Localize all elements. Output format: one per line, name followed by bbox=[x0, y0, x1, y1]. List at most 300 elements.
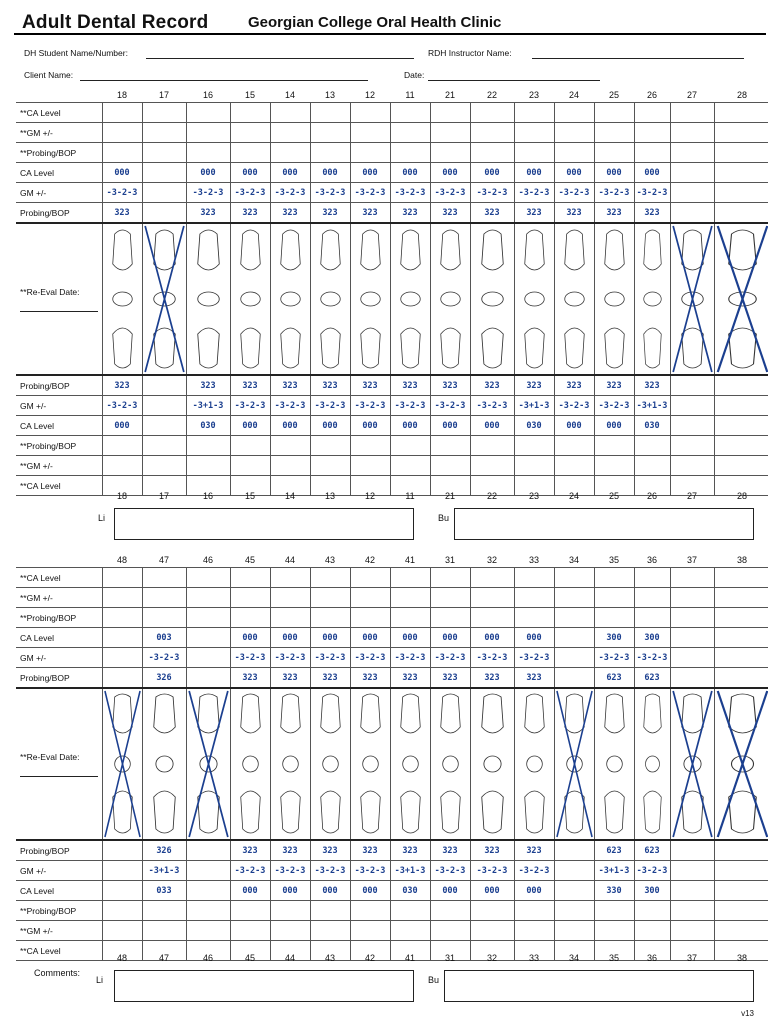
chart-cell[interactable] bbox=[270, 436, 310, 456]
chart-cell[interactable]: -3-2-3 bbox=[310, 396, 350, 416]
chart-cell[interactable]: -3-2-3 bbox=[350, 648, 390, 668]
chart-cell[interactable] bbox=[670, 648, 714, 668]
chart-cell[interactable]: 000 bbox=[514, 163, 554, 183]
chart-cell[interactable] bbox=[634, 568, 670, 588]
chart-cell[interactable]: 323 bbox=[634, 375, 670, 396]
chart-cell[interactable] bbox=[714, 921, 768, 941]
chart-cell[interactable] bbox=[142, 375, 186, 396]
chart-cell[interactable]: 000 bbox=[390, 628, 430, 648]
chart-cell[interactable] bbox=[230, 456, 270, 476]
chart-cell[interactable] bbox=[470, 608, 514, 628]
chart-cell[interactable] bbox=[270, 456, 310, 476]
chart-cell[interactable]: 030 bbox=[514, 416, 554, 436]
chart-cell[interactable] bbox=[142, 183, 186, 203]
chart-cell[interactable]: 323 bbox=[594, 203, 634, 224]
chart-cell[interactable]: 323 bbox=[554, 203, 594, 224]
chart-cell[interactable] bbox=[670, 416, 714, 436]
chart-cell[interactable] bbox=[554, 608, 594, 628]
lower-buccal-box[interactable] bbox=[444, 970, 754, 1002]
chart-cell[interactable]: 000 bbox=[594, 163, 634, 183]
chart-cell[interactable] bbox=[230, 901, 270, 921]
chart-cell[interactable]: 300 bbox=[634, 881, 670, 901]
chart-cell[interactable] bbox=[186, 103, 230, 123]
chart-cell[interactable] bbox=[350, 143, 390, 163]
chart-cell[interactable] bbox=[670, 456, 714, 476]
chart-cell[interactable]: 330 bbox=[594, 881, 634, 901]
chart-cell[interactable] bbox=[554, 103, 594, 123]
chart-cell[interactable] bbox=[142, 608, 186, 628]
chart-cell[interactable]: -3+1-3 bbox=[634, 396, 670, 416]
chart-cell[interactable]: 000 bbox=[554, 416, 594, 436]
chart-cell[interactable] bbox=[670, 103, 714, 123]
chart-cell[interactable] bbox=[390, 143, 430, 163]
chart-cell[interactable]: -3-2-3 bbox=[350, 183, 390, 203]
chart-cell[interactable] bbox=[714, 375, 768, 396]
chart-cell[interactable]: 000 bbox=[634, 163, 670, 183]
chart-cell[interactable]: -3-2-3 bbox=[470, 396, 514, 416]
chart-cell[interactable]: -3-2-3 bbox=[634, 861, 670, 881]
chart-cell[interactable]: 300 bbox=[634, 628, 670, 648]
chart-cell[interactable]: -3-2-3 bbox=[430, 648, 470, 668]
tooth-diagram[interactable] bbox=[594, 223, 634, 375]
chart-cell[interactable] bbox=[102, 881, 142, 901]
chart-cell[interactable]: 000 bbox=[270, 628, 310, 648]
chart-cell[interactable]: 323 bbox=[430, 375, 470, 396]
chart-cell[interactable] bbox=[390, 921, 430, 941]
chart-cell[interactable] bbox=[186, 881, 230, 901]
chart-cell[interactable]: 323 bbox=[390, 203, 430, 224]
chart-cell[interactable] bbox=[350, 103, 390, 123]
chart-cell[interactable] bbox=[470, 588, 514, 608]
chart-cell[interactable] bbox=[310, 123, 350, 143]
chart-cell[interactable] bbox=[714, 901, 768, 921]
chart-cell[interactable] bbox=[186, 921, 230, 941]
chart-cell[interactable] bbox=[350, 123, 390, 143]
chart-cell[interactable]: 323 bbox=[270, 840, 310, 861]
chart-cell[interactable]: -3-2-3 bbox=[270, 861, 310, 881]
chart-cell[interactable] bbox=[186, 588, 230, 608]
tooth-diagram[interactable] bbox=[230, 688, 270, 840]
chart-cell[interactable]: -3-2-3 bbox=[514, 183, 554, 203]
chart-cell[interactable]: -3+1-3 bbox=[142, 861, 186, 881]
chart-cell[interactable] bbox=[270, 921, 310, 941]
chart-cell[interactable] bbox=[714, 183, 768, 203]
chart-cell[interactable] bbox=[670, 143, 714, 163]
chart-cell[interactable] bbox=[230, 568, 270, 588]
tooth-diagram[interactable] bbox=[634, 223, 670, 375]
chart-cell[interactable]: 323 bbox=[430, 840, 470, 861]
chart-cell[interactable] bbox=[714, 203, 768, 224]
chart-cell[interactable] bbox=[390, 901, 430, 921]
chart-cell[interactable]: 323 bbox=[430, 668, 470, 689]
chart-cell[interactable] bbox=[102, 840, 142, 861]
lower-lingual-box[interactable] bbox=[114, 970, 414, 1002]
chart-cell[interactable] bbox=[430, 123, 470, 143]
tooth-diagram[interactable] bbox=[102, 223, 142, 375]
chart-cell[interactable] bbox=[514, 568, 554, 588]
chart-cell[interactable] bbox=[430, 608, 470, 628]
chart-cell[interactable] bbox=[350, 568, 390, 588]
chart-cell[interactable]: -3-2-3 bbox=[310, 183, 350, 203]
chart-cell[interactable] bbox=[270, 103, 310, 123]
chart-cell[interactable]: 323 bbox=[390, 375, 430, 396]
chart-cell[interactable]: 623 bbox=[634, 840, 670, 861]
tooth-diagram[interactable] bbox=[714, 223, 768, 375]
chart-cell[interactable]: -3+1-3 bbox=[390, 861, 430, 881]
chart-cell[interactable] bbox=[350, 608, 390, 628]
chart-cell[interactable] bbox=[270, 568, 310, 588]
chart-cell[interactable]: 000 bbox=[390, 416, 430, 436]
chart-cell[interactable]: -3+1-3 bbox=[186, 396, 230, 416]
chart-cell[interactable] bbox=[514, 921, 554, 941]
chart-cell[interactable] bbox=[310, 456, 350, 476]
chart-cell[interactable] bbox=[670, 881, 714, 901]
chart-cell[interactable] bbox=[102, 456, 142, 476]
chart-cell[interactable] bbox=[554, 668, 594, 689]
chart-cell[interactable]: 030 bbox=[186, 416, 230, 436]
chart-cell[interactable] bbox=[230, 103, 270, 123]
chart-cell[interactable] bbox=[102, 648, 142, 668]
tooth-diagram[interactable] bbox=[514, 688, 554, 840]
chart-cell[interactable]: 000 bbox=[270, 881, 310, 901]
chart-cell[interactable] bbox=[102, 668, 142, 689]
chart-cell[interactable] bbox=[230, 123, 270, 143]
chart-cell[interactable] bbox=[634, 608, 670, 628]
tooth-diagram[interactable] bbox=[634, 688, 670, 840]
chart-cell[interactable]: 000 bbox=[430, 416, 470, 436]
chart-cell[interactable] bbox=[670, 568, 714, 588]
upper-buccal-box[interactable] bbox=[454, 508, 754, 540]
chart-cell[interactable] bbox=[430, 588, 470, 608]
chart-cell[interactable]: 000 bbox=[390, 163, 430, 183]
chart-cell[interactable] bbox=[270, 608, 310, 628]
chart-cell[interactable] bbox=[714, 436, 768, 456]
chart-cell[interactable] bbox=[230, 143, 270, 163]
date-field[interactable] bbox=[428, 80, 600, 81]
chart-cell[interactable] bbox=[594, 901, 634, 921]
chart-cell[interactable] bbox=[470, 921, 514, 941]
chart-cell[interactable]: 623 bbox=[594, 840, 634, 861]
tooth-diagram[interactable] bbox=[470, 688, 514, 840]
chart-cell[interactable]: -3-2-3 bbox=[186, 183, 230, 203]
chart-cell[interactable] bbox=[470, 103, 514, 123]
chart-cell[interactable] bbox=[390, 123, 430, 143]
tooth-diagram[interactable] bbox=[270, 688, 310, 840]
chart-cell[interactable]: 323 bbox=[310, 375, 350, 396]
chart-cell[interactable]: 000 bbox=[310, 163, 350, 183]
chart-cell[interactable] bbox=[430, 456, 470, 476]
chart-cell[interactable]: 000 bbox=[514, 881, 554, 901]
tooth-diagram[interactable] bbox=[350, 223, 390, 375]
chart-cell[interactable] bbox=[670, 668, 714, 689]
chart-cell[interactable] bbox=[594, 568, 634, 588]
tooth-diagram[interactable] bbox=[142, 223, 186, 375]
chart-cell[interactable] bbox=[594, 588, 634, 608]
chart-cell[interactable] bbox=[554, 436, 594, 456]
chart-cell[interactable] bbox=[390, 103, 430, 123]
chart-cell[interactable] bbox=[634, 588, 670, 608]
chart-cell[interactable]: 000 bbox=[430, 881, 470, 901]
chart-cell[interactable]: -3-2-3 bbox=[142, 648, 186, 668]
chart-cell[interactable] bbox=[310, 921, 350, 941]
chart-cell[interactable]: 000 bbox=[554, 163, 594, 183]
chart-cell[interactable]: 323 bbox=[594, 375, 634, 396]
chart-cell[interactable]: 323 bbox=[310, 840, 350, 861]
chart-cell[interactable] bbox=[714, 881, 768, 901]
chart-cell[interactable] bbox=[554, 143, 594, 163]
chart-cell[interactable] bbox=[230, 608, 270, 628]
chart-cell[interactable]: 323 bbox=[514, 203, 554, 224]
chart-cell[interactable] bbox=[554, 123, 594, 143]
chart-cell[interactable] bbox=[554, 588, 594, 608]
tooth-diagram[interactable] bbox=[186, 223, 230, 375]
chart-cell[interactable] bbox=[554, 921, 594, 941]
chart-cell[interactable] bbox=[350, 901, 390, 921]
tooth-diagram[interactable] bbox=[310, 223, 350, 375]
chart-cell[interactable]: 323 bbox=[270, 375, 310, 396]
chart-cell[interactable]: 326 bbox=[142, 668, 186, 689]
chart-cell[interactable] bbox=[514, 608, 554, 628]
chart-cell[interactable]: 323 bbox=[102, 375, 142, 396]
chart-cell[interactable]: -3-2-3 bbox=[270, 396, 310, 416]
tooth-diagram[interactable] bbox=[470, 223, 514, 375]
chart-cell[interactable]: 300 bbox=[594, 628, 634, 648]
chart-cell[interactable]: 000 bbox=[230, 163, 270, 183]
chart-cell[interactable] bbox=[670, 588, 714, 608]
chart-cell[interactable] bbox=[634, 436, 670, 456]
chart-cell[interactable] bbox=[142, 143, 186, 163]
chart-cell[interactable]: 000 bbox=[430, 163, 470, 183]
chart-cell[interactable]: 000 bbox=[470, 881, 514, 901]
tooth-diagram[interactable] bbox=[714, 688, 768, 840]
chart-cell[interactable] bbox=[310, 901, 350, 921]
chart-cell[interactable] bbox=[350, 921, 390, 941]
tooth-diagram[interactable] bbox=[554, 688, 594, 840]
chart-cell[interactable] bbox=[142, 921, 186, 941]
chart-cell[interactable] bbox=[634, 921, 670, 941]
chart-cell[interactable] bbox=[430, 901, 470, 921]
chart-cell[interactable]: -3-2-3 bbox=[594, 648, 634, 668]
chart-cell[interactable]: 000 bbox=[470, 163, 514, 183]
chart-cell[interactable] bbox=[186, 861, 230, 881]
chart-cell[interactable] bbox=[670, 921, 714, 941]
chart-cell[interactable] bbox=[390, 456, 430, 476]
chart-cell[interactable]: 623 bbox=[594, 668, 634, 689]
chart-cell[interactable] bbox=[186, 456, 230, 476]
chart-cell[interactable]: 000 bbox=[470, 416, 514, 436]
chart-cell[interactable] bbox=[514, 123, 554, 143]
chart-cell[interactable] bbox=[390, 436, 430, 456]
chart-cell[interactable] bbox=[714, 123, 768, 143]
chart-cell[interactable] bbox=[714, 416, 768, 436]
chart-cell[interactable]: 000 bbox=[310, 628, 350, 648]
chart-cell[interactable] bbox=[186, 648, 230, 668]
chart-cell[interactable] bbox=[186, 840, 230, 861]
instructor-field[interactable] bbox=[532, 58, 744, 59]
chart-cell[interactable] bbox=[350, 588, 390, 608]
chart-cell[interactable]: 000 bbox=[102, 163, 142, 183]
chart-cell[interactable] bbox=[102, 436, 142, 456]
chart-cell[interactable]: 323 bbox=[470, 668, 514, 689]
chart-cell[interactable]: 323 bbox=[270, 668, 310, 689]
tooth-diagram[interactable] bbox=[430, 223, 470, 375]
chart-cell[interactable]: -3-2-3 bbox=[390, 396, 430, 416]
tooth-diagram[interactable] bbox=[670, 223, 714, 375]
chart-cell[interactable] bbox=[714, 840, 768, 861]
chart-cell[interactable] bbox=[594, 608, 634, 628]
chart-cell[interactable]: -3-2-3 bbox=[430, 396, 470, 416]
chart-cell[interactable] bbox=[430, 103, 470, 123]
chart-cell[interactable]: 323 bbox=[514, 840, 554, 861]
chart-cell[interactable] bbox=[670, 861, 714, 881]
tooth-diagram[interactable] bbox=[594, 688, 634, 840]
chart-cell[interactable] bbox=[714, 608, 768, 628]
chart-cell[interactable] bbox=[350, 436, 390, 456]
chart-cell[interactable] bbox=[102, 568, 142, 588]
chart-cell[interactable]: 000 bbox=[230, 416, 270, 436]
chart-cell[interactable] bbox=[714, 103, 768, 123]
chart-cell[interactable] bbox=[670, 375, 714, 396]
chart-cell[interactable] bbox=[102, 103, 142, 123]
chart-cell[interactable] bbox=[670, 163, 714, 183]
chart-cell[interactable]: 623 bbox=[634, 668, 670, 689]
chart-cell[interactable] bbox=[670, 396, 714, 416]
chart-cell[interactable] bbox=[634, 901, 670, 921]
chart-cell[interactable] bbox=[554, 881, 594, 901]
tooth-diagram[interactable] bbox=[142, 688, 186, 840]
chart-cell[interactable] bbox=[270, 123, 310, 143]
chart-cell[interactable]: 323 bbox=[514, 668, 554, 689]
chart-cell[interactable]: -3-2-3 bbox=[514, 861, 554, 881]
chart-cell[interactable]: -3-2-3 bbox=[470, 861, 514, 881]
chart-cell[interactable] bbox=[514, 901, 554, 921]
chart-cell[interactable] bbox=[594, 456, 634, 476]
chart-cell[interactable] bbox=[102, 608, 142, 628]
chart-cell[interactable] bbox=[670, 628, 714, 648]
chart-cell[interactable]: 000 bbox=[186, 163, 230, 183]
chart-cell[interactable]: -3-2-3 bbox=[554, 183, 594, 203]
chart-cell[interactable] bbox=[514, 103, 554, 123]
chart-cell[interactable]: 323 bbox=[390, 668, 430, 689]
chart-cell[interactable] bbox=[594, 143, 634, 163]
chart-cell[interactable]: -3+1-3 bbox=[514, 396, 554, 416]
chart-cell[interactable]: 323 bbox=[350, 840, 390, 861]
chart-cell[interactable]: 323 bbox=[230, 203, 270, 224]
chart-cell[interactable]: -3-2-3 bbox=[390, 648, 430, 668]
chart-cell[interactable] bbox=[470, 901, 514, 921]
chart-cell[interactable] bbox=[714, 668, 768, 689]
chart-cell[interactable] bbox=[670, 901, 714, 921]
chart-cell[interactable] bbox=[142, 901, 186, 921]
chart-cell[interactable] bbox=[554, 648, 594, 668]
chart-cell[interactable] bbox=[714, 396, 768, 416]
chart-cell[interactable] bbox=[554, 456, 594, 476]
chart-cell[interactable]: 000 bbox=[594, 416, 634, 436]
chart-cell[interactable] bbox=[142, 396, 186, 416]
chart-cell[interactable] bbox=[142, 568, 186, 588]
tooth-diagram[interactable] bbox=[390, 688, 430, 840]
chart-cell[interactable] bbox=[594, 921, 634, 941]
chart-cell[interactable]: 323 bbox=[390, 840, 430, 861]
tooth-diagram[interactable] bbox=[102, 688, 142, 840]
chart-cell[interactable] bbox=[186, 143, 230, 163]
chart-cell[interactable] bbox=[142, 416, 186, 436]
chart-cell[interactable] bbox=[670, 840, 714, 861]
chart-cell[interactable]: -3-2-3 bbox=[350, 861, 390, 881]
chart-cell[interactable] bbox=[142, 588, 186, 608]
chart-cell[interactable]: 000 bbox=[310, 416, 350, 436]
chart-cell[interactable] bbox=[102, 628, 142, 648]
chart-cell[interactable]: -3+1-3 bbox=[594, 861, 634, 881]
chart-cell[interactable] bbox=[430, 436, 470, 456]
chart-cell[interactable] bbox=[714, 628, 768, 648]
chart-cell[interactable] bbox=[634, 456, 670, 476]
chart-cell[interactable] bbox=[186, 901, 230, 921]
chart-cell[interactable]: -3-2-3 bbox=[270, 648, 310, 668]
chart-cell[interactable] bbox=[714, 163, 768, 183]
chart-cell[interactable] bbox=[670, 608, 714, 628]
chart-cell[interactable] bbox=[310, 608, 350, 628]
tooth-diagram[interactable] bbox=[514, 223, 554, 375]
chart-cell[interactable] bbox=[186, 608, 230, 628]
chart-cell[interactable]: 323 bbox=[430, 203, 470, 224]
chart-cell[interactable] bbox=[270, 901, 310, 921]
chart-cell[interactable] bbox=[470, 123, 514, 143]
chart-cell[interactable] bbox=[310, 103, 350, 123]
chart-cell[interactable] bbox=[102, 921, 142, 941]
chart-cell[interactable] bbox=[310, 588, 350, 608]
chart-cell[interactable] bbox=[470, 568, 514, 588]
chart-cell[interactable] bbox=[554, 861, 594, 881]
chart-cell[interactable]: -3-2-3 bbox=[310, 648, 350, 668]
chart-cell[interactable]: -3-2-3 bbox=[230, 861, 270, 881]
chart-cell[interactable] bbox=[142, 123, 186, 143]
client-field[interactable] bbox=[80, 80, 368, 81]
chart-cell[interactable] bbox=[554, 840, 594, 861]
tooth-diagram[interactable] bbox=[670, 688, 714, 840]
chart-cell[interactable] bbox=[102, 901, 142, 921]
chart-cell[interactable]: 000 bbox=[350, 628, 390, 648]
chart-cell[interactable]: 030 bbox=[634, 416, 670, 436]
chart-cell[interactable] bbox=[554, 628, 594, 648]
chart-cell[interactable] bbox=[594, 103, 634, 123]
chart-cell[interactable]: -3-2-3 bbox=[390, 183, 430, 203]
tooth-diagram[interactable] bbox=[230, 223, 270, 375]
chart-cell[interactable]: 033 bbox=[142, 881, 186, 901]
student-field[interactable] bbox=[146, 58, 414, 59]
chart-cell[interactable]: -3-2-3 bbox=[310, 861, 350, 881]
chart-cell[interactable] bbox=[594, 123, 634, 143]
chart-cell[interactable] bbox=[186, 123, 230, 143]
chart-cell[interactable] bbox=[186, 436, 230, 456]
chart-cell[interactable]: -3-2-3 bbox=[230, 183, 270, 203]
tooth-diagram[interactable] bbox=[310, 688, 350, 840]
chart-cell[interactable]: 323 bbox=[230, 668, 270, 689]
chart-cell[interactable] bbox=[594, 436, 634, 456]
chart-cell[interactable]: 323 bbox=[350, 375, 390, 396]
chart-cell[interactable]: -3-2-3 bbox=[430, 183, 470, 203]
reeval-date-line[interactable] bbox=[20, 776, 98, 777]
chart-cell[interactable]: -3-2-3 bbox=[230, 648, 270, 668]
chart-cell[interactable] bbox=[310, 568, 350, 588]
chart-cell[interactable] bbox=[470, 143, 514, 163]
chart-cell[interactable]: 323 bbox=[470, 203, 514, 224]
chart-cell[interactable]: 000 bbox=[102, 416, 142, 436]
chart-cell[interactable]: 000 bbox=[470, 628, 514, 648]
chart-cell[interactable]: -3-2-3 bbox=[470, 648, 514, 668]
chart-cell[interactable]: -3-2-3 bbox=[594, 396, 634, 416]
chart-cell[interactable]: 326 bbox=[142, 840, 186, 861]
